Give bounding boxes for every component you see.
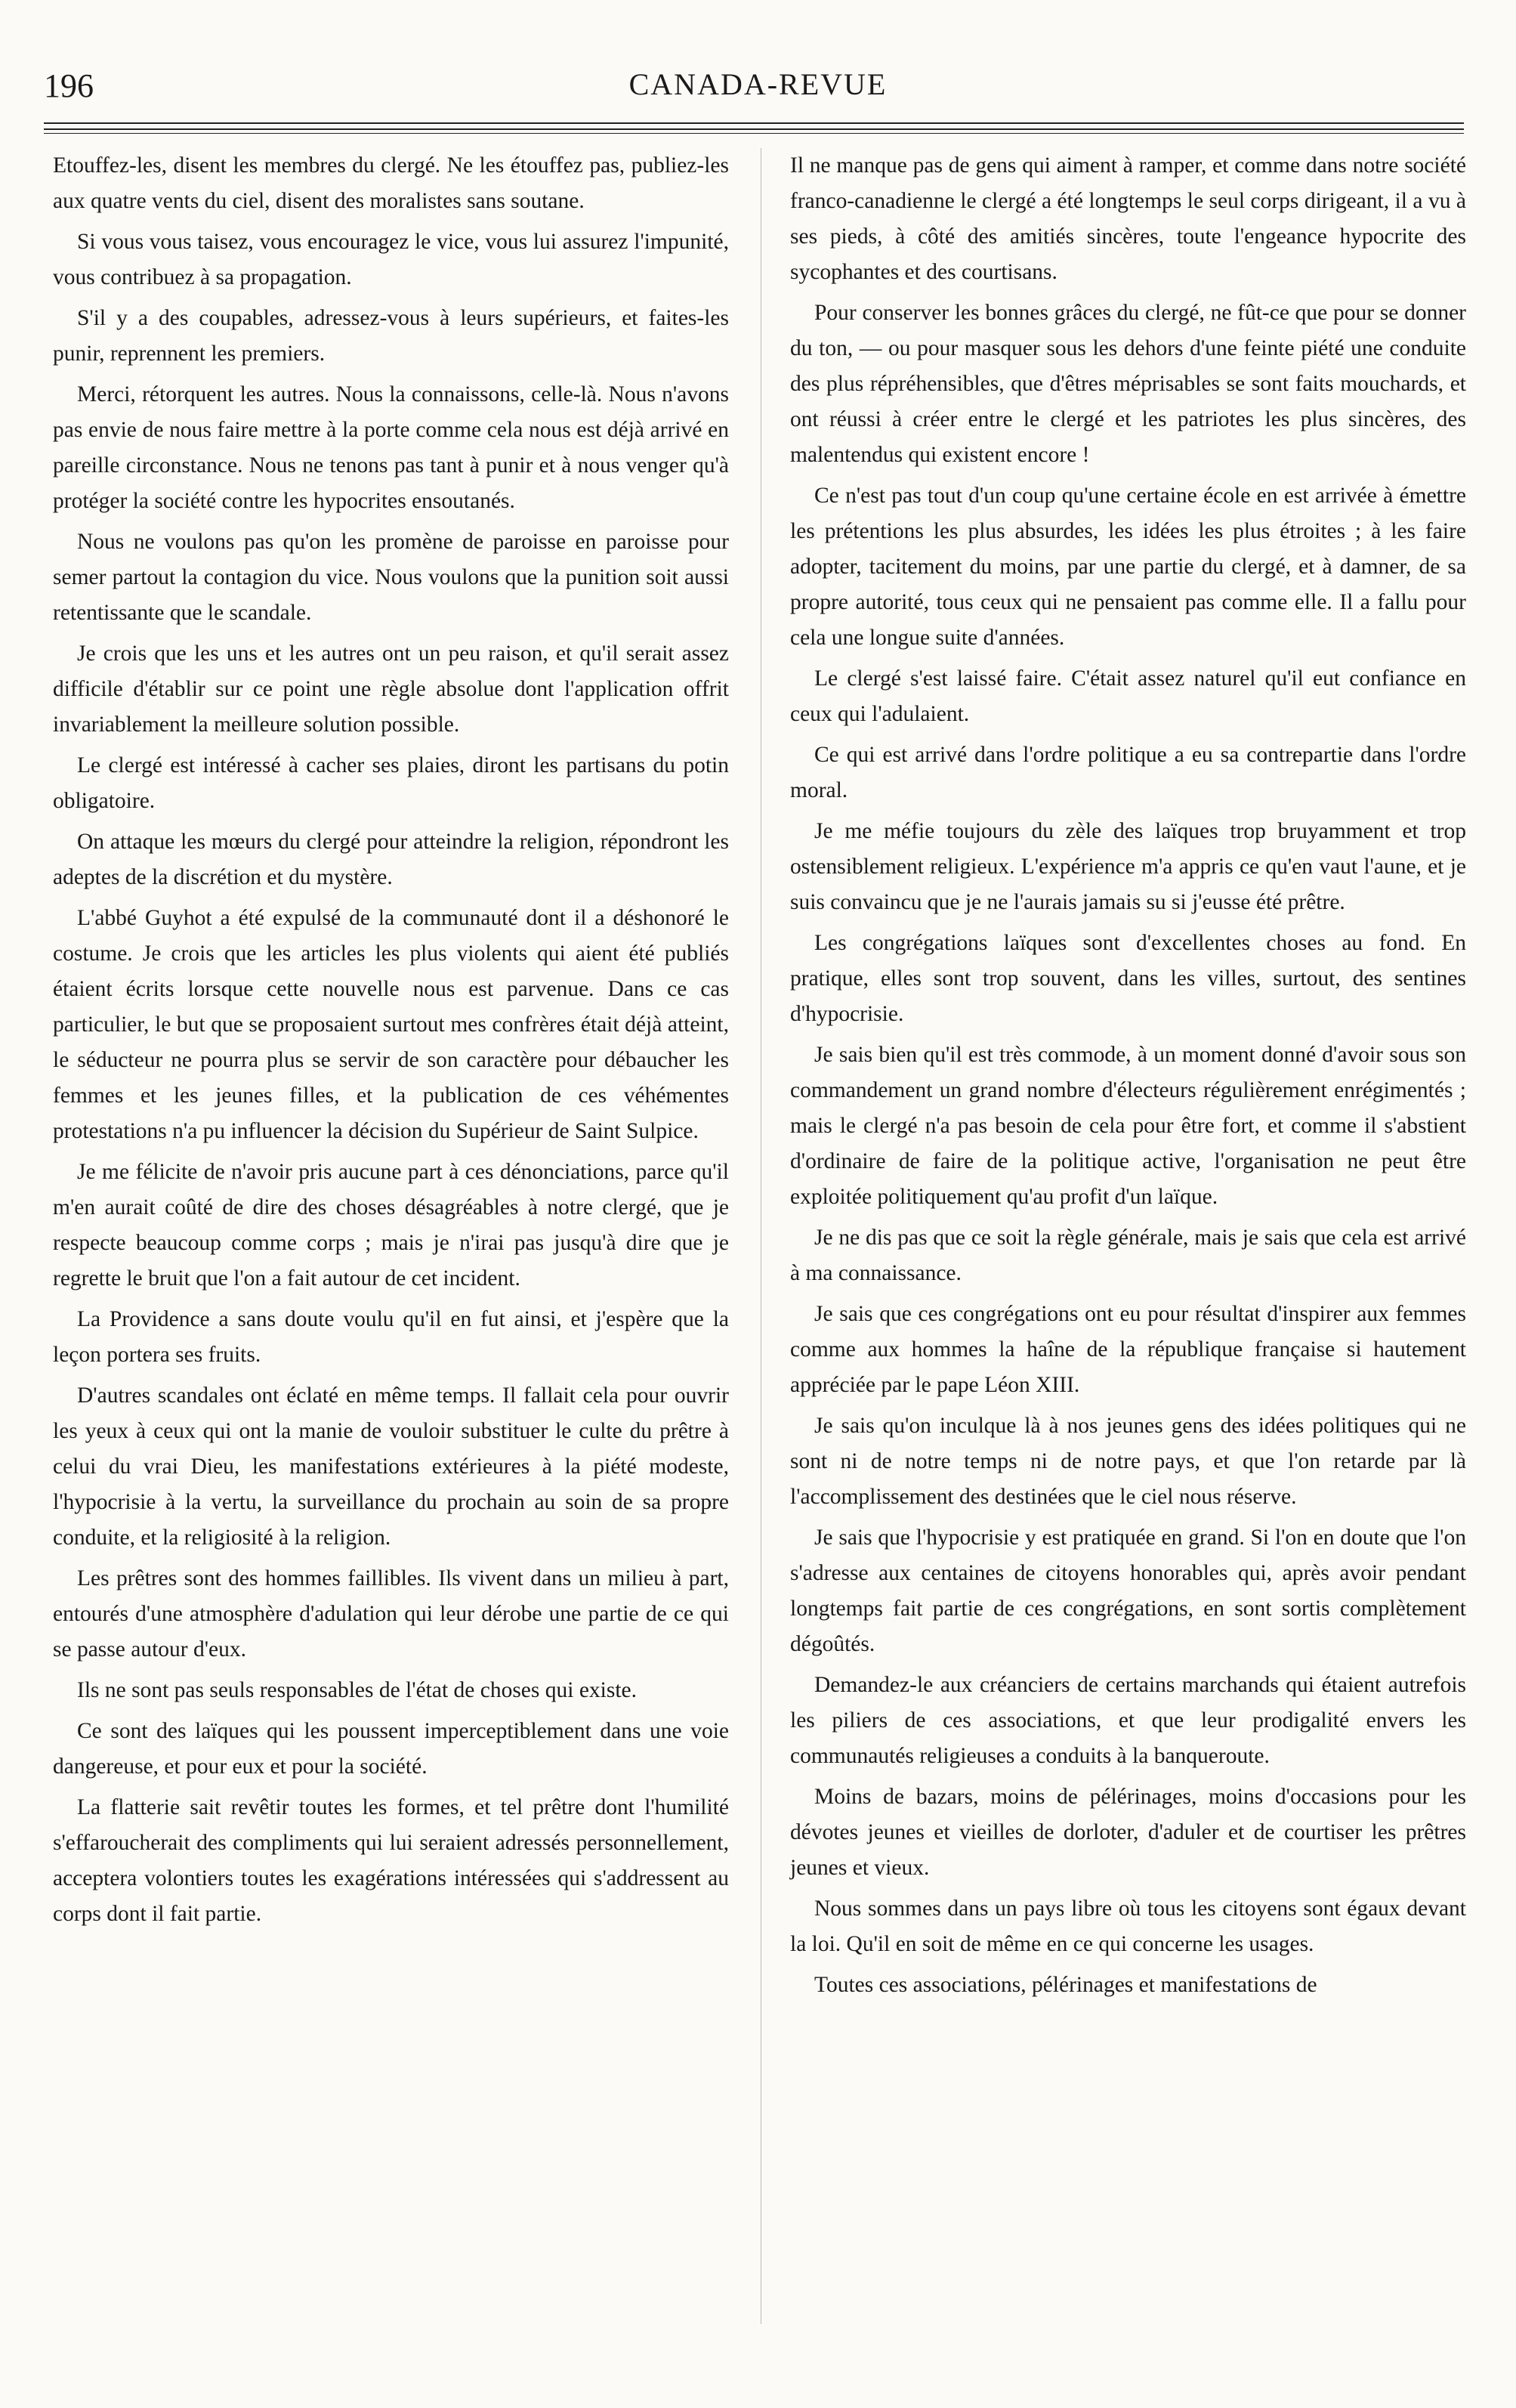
header-rule [44, 122, 1464, 124]
paragraph: Ce n'est pas tout d'un coup qu'une certaine école en est arrivée à émettre les prétentions les plus absurdes, les idées les plus étroites ; à les faire adopter, tacitement du moins, par une partie du clergé, et à damner, de sa propre autorité, tous ceux qui ne pensaient pas comme elle. Il a fallu pour cela une longue suite d'années. [790, 484, 1466, 650]
paragraph: Je sais que ces congrégations ont eu pour résultat d'inspirer aux femmes comme aux hommes la haîne de la république française si hautement appréciée par le pape Léon XIII. [790, 1302, 1466, 1397]
paragraph: S'il y a des coupables, adressez-vous à leurs supérieurs, et faites-les punir, reprennent les premiers. [53, 306, 729, 366]
paragraph: Je sais que l'hypocrisie y est pratiquée en grand. Si l'on en doute que l'on s'adresse aux centaines de citoyens honorables qui, après avoir pendant longtemps fait partie de ces congrégations, en sont sortis complètement dégoûtés. [790, 1525, 1466, 1656]
paragraph: Merci, rétorquent les autres. Nous la connaissons, celle-là. Nous n'avons pas envie de nous faire mettre à la porte comme cela nous est déjà arrivé en pareille circonstance. Nous ne tenons pas tant à punir et à nous venger qu'à protéger la société contre les hypocrites ensoutanés. [53, 382, 729, 513]
running-title: CANADA-REVUE [628, 67, 888, 101]
paragraph: Je sais bien qu'il est très commode, à un moment donné d'avoir sous son commandement un grand nombre d'électeurs régulièrement enrégimentés ; mais le clergé n'a pas besoin de cela pour être fort, et comme il s'abstient d'ordinaire de faire de la politique active, l'organisation ne peut être exploitée politiquement qu'au profit d'un laïque. [790, 1043, 1466, 1209]
header-rule [44, 128, 1464, 130]
paragraph: Moins de bazars, moins de pélérinages, moins d'occasions pour les dévotes jeunes et vieilles de dorloter, d'aduler et de courtiser les prêtres jeunes et vieux. [790, 1785, 1466, 1880]
paragraph: Nous ne voulons pas qu'on les promène de paroisse en paroisse pour semer partout la contagion du vice. Nous voulons que la punition soit aussi retentissante que le scandale. [53, 530, 729, 625]
right-column [790, 148, 1466, 2008]
paragraph: La flatterie sait revêtir toutes les formes, et tel prêtre dont l'humilité s'effaroucherait des compliments qui lui seraient adressés personnellement, acceptera volontiers toutes les exagérations intéressées qui s'addressent au corps dont il fait partie. [53, 1795, 729, 1926]
paragraph: La Providence a sans doute voulu qu'il en fut ainsi, et j'espère que la leçon portera ses fruits. [53, 1307, 729, 1367]
paragraph: Demandez-le aux créanciers de certains marchands qui étaient autrefois les piliers de ces associations, et que leur prodigalité envers les communautés religieuses a conduits à la banqueroute. [790, 1673, 1466, 1768]
paragraph: Le clergé s'est laissé faire. C'était assez naturel qu'il eut confiance en ceux qui l'adulaient. [790, 666, 1466, 726]
paragraph: Toutes ces associations, pélérinages et manifestations de [814, 1973, 1317, 1997]
paragraph: D'autres scandales ont éclaté en même temps. Il fallait cela pour ouvrir les yeux à ceux qui ont la manie de vouloir substituer le culte du prêtre à celui du vrai Dieu, les manifestations extérieures à la piété modeste, l'hypocrisie à la vertu, la surveillance du prochain au soin de sa propre conduite, et la religiosité à la religion. [53, 1383, 729, 1550]
paragraph: Le clergé est intéressé à cacher ses plaies, diront les partisans du potin obligatoire. [53, 753, 729, 813]
page-number: 196 [44, 67, 94, 104]
paragraph: Ce sont des laïques qui les poussent imperceptiblement dans une voie dangereuse, et pour eux et pour la société. [53, 1719, 729, 1779]
paragraph: Pour conserver les bonnes grâces du clergé, ne fût-ce que pour se donner du ton, — ou pour masquer sous les dehors d'une feinte piété une conduite des plus répréhensibles, que d'êtres méprisables se sont faits mouchards, et ont réussi à créer entre le clergé et les patriotes les plus sincères, des malentendus qui existent encore ! [790, 301, 1466, 467]
paragraph: Si vous vous taisez, vous encouragez le vice, vous lui assurez l'impunité, vous contribuez à sa propagation. [53, 230, 729, 289]
paragraph: Ce qui est arrivé dans l'ordre politique a eu sa contrepartie dans l'ordre moral. [790, 743, 1466, 802]
paragraph: Je sais qu'on inculque là à nos jeunes gens des idées politiques qui ne sont ni de notre temps ni de notre pays, et que l'on retarde par là l'accomplissement des destinées que le ciel nous réserve. [790, 1414, 1466, 1509]
left-column [53, 148, 729, 1937]
paragraph: Je me félicite de n'avoir pris aucune part à ces dénonciations, parce qu'il m'en aurait coûté de dire des choses désagréables à notre clergé, que je respecte beaucoup comme corps ; mais je n'irai pas jusqu'à dire que je regrette le bruit que l'on a fait autour de cet incident. [53, 1160, 729, 1291]
paragraph: Je crois que les uns et les autres ont un peu raison, et qu'il serait assez difficile d'établir sur ce point une règle absolue dont l'application offrit invariablement la meilleure solution possible. [53, 641, 729, 737]
paragraph: Nous sommes dans un pays libre où tous les citoyens sont égaux devant la loi. Qu'il en soit de même en ce qui concerne les usages. [790, 1896, 1466, 1956]
paragraph: Les prêtres sont des hommes faillibles. Ils vivent dans un milieu à part, entourés d'une atmosphère d'adulation qui leur dérobe une partie de ce qui se passe autour d'eux. [53, 1566, 729, 1661]
paragraph: Etouffez-les, disent les membres du clergé. Ne les étouffez pas, publiez-les aux quatre vents du ciel, disent des moralistes sans soutane. [53, 153, 729, 213]
paragraph: Les congrégations laïques sont d'excellentes choses au fond. En pratique, elles sont trop souvent, dans les villes, surtout, des sentines d'hypocrisie. [790, 931, 1466, 1026]
paragraph: L'abbé Guyhot a été expulsé de la communauté dont il a déshonoré le costume. Je crois que les articles les plus violents qui aient été publiés étaient écrits lorsque cette nouvelle nous est parvenue. Dans ce cas particulier, le but que se proposaient surtout mes confrères était déjà atteint, le séducteur ne pourra plus se servir de son caractère pour débaucher les femmes et les jeunes filles, et la publication de ces véhémentes protestations n'a pu influencer la décision du Supérieur de Saint Sulpice. [53, 906, 729, 1143]
paragraph: Je ne dis pas que ce soit la règle générale, mais je sais que cela est arrivé à ma connaissance. [790, 1226, 1466, 1285]
paragraph: Il ne manque pas de gens qui aiment à ramper, et comme dans notre société franco-canadienne le clergé a été longtemps le seul corps dirigeant, il a vu à ses pieds, à côté des amitiés sincères, toute l'engeance hypocrite des sycophantes et des courtisans. [790, 153, 1466, 284]
paragraph: Ils ne sont pas seuls responsables de l'état de choses qui existe. [77, 1678, 638, 1702]
paragraph: Je me méfie toujours du zèle des laïques trop bruyamment et trop ostensiblement religieux. L'expérience m'a appris ce qu'en vaut l'aune, et je suis convaincu que je ne l'aurais jamais su si j'eusse été prêtre. [790, 819, 1466, 914]
header-rule [44, 133, 1464, 134]
paragraph: On attaque les mœurs du clergé pour atteindre la religion, répondront les adeptes de la discrétion et du mystère. [53, 830, 729, 889]
